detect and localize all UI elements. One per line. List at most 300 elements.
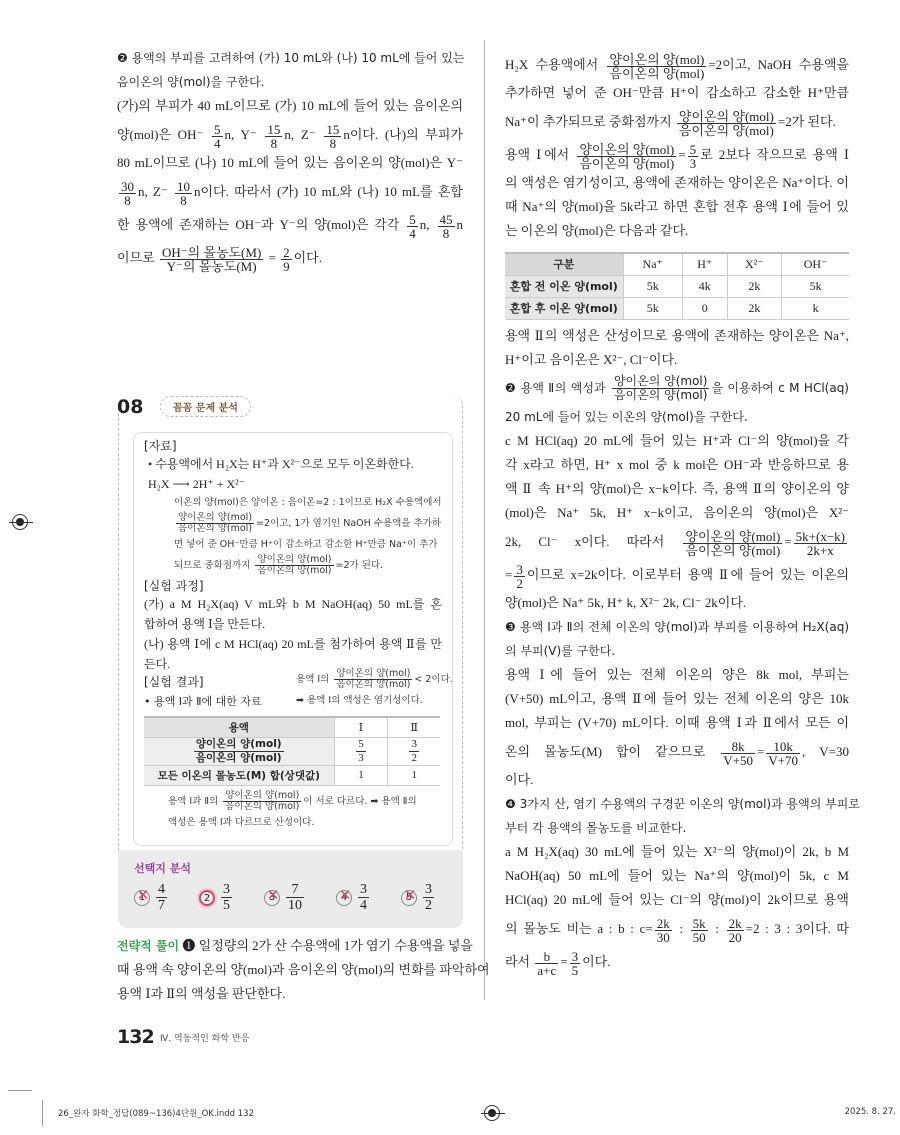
- table-cell: 혼합 후 이온 양(mol): [505, 297, 623, 319]
- denominator: 3: [358, 751, 364, 764]
- text-segment: H⁺이고 음이온은 X²⁻, Cl⁻이다.: [505, 352, 678, 367]
- text-line: [117, 958, 490, 982]
- numerator: 7: [286, 882, 304, 898]
- crop-mark: [42, 1100, 43, 1126]
- text-line: [505, 816, 849, 840]
- denominator: 50: [692, 929, 706, 945]
- table-row: [144, 765, 440, 785]
- text-segment: 는 이온의 양(mol)은 다음과 같다.: [505, 223, 689, 238]
- text-segment: (가)의 부피가 40 mL이므로 (가) 10 mL에 들어 있는 음이온의: [117, 98, 463, 113]
- fraction: [691, 917, 708, 944]
- text-segment: 의 몰농도 비는 a : b : c=: [505, 921, 653, 936]
- denominator: 9: [283, 258, 290, 274]
- denominator: 2: [516, 575, 523, 591]
- denominator: 2: [425, 898, 432, 913]
- text-line: [117, 241, 463, 274]
- fraction: [281, 246, 292, 273]
- text-segment: 때 Na⁺의 양(mol)을 5k라고 하면 혼합 전후 용액 Ⅰ에 들어 있: [505, 199, 849, 214]
- text-line: [505, 195, 849, 219]
- text-line: [505, 429, 849, 453]
- fraction: [119, 180, 136, 207]
- denominator: 7: [158, 898, 165, 913]
- text-line: [505, 48, 849, 81]
- text-line: [505, 372, 849, 405]
- numerator: 15: [326, 121, 340, 137]
- text-segment: < 2이다.: [414, 674, 453, 685]
- text-segment: =: [505, 567, 513, 582]
- text-line: [505, 138, 849, 171]
- text-segment: 용액 Ⅰ과 Ⅱ의: [168, 795, 222, 807]
- text-segment: a M H₂X(aq) 30 mL에 들어 있는 X²⁻의 양(mol)이 2k, b M: [505, 844, 849, 859]
- data-note: [144, 494, 442, 578]
- text-segment: 온의 몰농도(M) 합이 같으므로: [505, 744, 720, 759]
- text-line: [117, 208, 463, 241]
- denominator: 8: [442, 225, 450, 241]
- fraction: [409, 738, 419, 765]
- text-segment: mol, 부피는 (V+70) mL이다. 이때 용액 Ⅰ과 Ⅱ에서 모든 이: [505, 715, 849, 730]
- numerator: 5: [689, 141, 697, 157]
- fraction: [794, 530, 847, 557]
- wrong-mark-icon: 4 ✕: [336, 890, 352, 906]
- text-segment: :: [673, 921, 689, 936]
- text-line: [148, 454, 442, 474]
- registration-mark-icon: [12, 514, 28, 530]
- data-label: [자료]: [144, 439, 177, 453]
- fraction: [655, 917, 672, 944]
- text-segment: (mol)은 Na⁺ 5k, H⁺ x−k이고, 음이온의 양(mol)은 X²⁻: [505, 505, 849, 520]
- column-divider: [484, 40, 485, 1000]
- strategy-label: 전략적 풀이: [117, 939, 180, 953]
- text-line: [117, 175, 463, 208]
- left-explanation: [117, 46, 463, 274]
- fraction: [255, 555, 333, 576]
- text-segment: 용액 Ⅰ의: [296, 674, 333, 685]
- denominator: 8: [180, 192, 187, 208]
- denominator: 5: [223, 898, 230, 913]
- numerator: 양이온의 양(mol): [609, 51, 705, 67]
- table-cell: 5k: [623, 297, 682, 319]
- denominator: 음이온의 양(mol): [257, 565, 332, 576]
- text-segment: =: [265, 250, 280, 265]
- text-line: [505, 615, 849, 639]
- problem-content: [133, 432, 453, 846]
- text-segment: =2이고, NaOH 수용액을: [708, 57, 849, 72]
- choice-analysis: [118, 850, 463, 928]
- text-line: [174, 494, 442, 512]
- text-segment: 각 x라고 하면, H⁺ x mol 중 k mol은 OH⁻과 반응하므로 용: [505, 457, 849, 472]
- text-segment: • 수용액에서 H₂X는 H⁺과 X²⁻으로 모두 이온화한다.: [148, 457, 414, 471]
- text-segment: ❸ 용액 Ⅰ과 Ⅱ의 전체 이온의 양(mol)과 부피를 이용하여 H₂X(aq): [505, 620, 849, 634]
- analysis-tag: 꼼꼼 문제 분석: [160, 396, 251, 417]
- table-row: [505, 253, 849, 275]
- numerator: 양이온의 양(mol): [178, 512, 253, 523]
- denominator: 8: [329, 135, 337, 151]
- fraction: [407, 213, 418, 240]
- denominator: 음이온의 양(mol): [678, 122, 774, 138]
- text-segment: (가) a M H₂X(aq) V mL와 b M NaOH(aq) 50 mL를 혼: [144, 597, 442, 611]
- text-line: [505, 663, 849, 687]
- wrong-mark-icon: 1 ✕: [134, 890, 150, 906]
- fraction: [265, 123, 282, 150]
- table-row: [144, 737, 440, 765]
- text-line: [505, 912, 849, 945]
- text-segment: c M HCl(aq) 20 mL에 들어 있는 H⁺과 Cl⁻의 양(mol)을 각: [505, 433, 849, 448]
- page-number: 132: [117, 1026, 154, 1048]
- numerator: 양이온의 양(mol): [225, 789, 300, 801]
- numerator: 30: [121, 178, 134, 194]
- numerator: 8k: [721, 740, 755, 754]
- text-line: [505, 171, 849, 195]
- table-cell: 2k: [727, 297, 782, 319]
- text-segment: 이므로: [117, 250, 158, 265]
- text-line: [117, 46, 463, 70]
- table-header: OH⁻: [782, 253, 849, 275]
- table-row: [505, 275, 849, 297]
- text-segment: n이다. (나)의 부피가: [343, 127, 463, 142]
- text-line: [505, 888, 849, 912]
- chapter-title: Ⅳ. 역동적인 화학 반응: [160, 1034, 250, 1044]
- text-line: [505, 105, 849, 138]
- choice-options: [134, 882, 447, 913]
- text-line: [505, 840, 849, 864]
- text-segment: n,: [419, 217, 436, 232]
- text-segment: ❷ 용액의 부피를 고려하여 (가) 10 mL와 (나) 10 mL에 들어 있는: [117, 51, 465, 65]
- strategy-solution: [117, 934, 490, 1006]
- denominator: V+50: [723, 752, 753, 768]
- denominator: 음이온의 양(mol): [225, 800, 300, 812]
- text-segment: 면 넣어 준 OH⁻만큼 H⁺이 감소하고 감소한 H⁺만큼 Na⁺이 추가: [174, 539, 438, 550]
- text-segment: ➡ 용액 Ⅰ의 액성은 염기성이다.: [296, 695, 423, 706]
- text-segment: 이다.: [293, 250, 322, 265]
- text-segment: 80 mL이므로 (나) 10 mL에 들어 있는 음이온의 양(mol)은 Y⁻: [117, 155, 463, 170]
- denominator: 30: [656, 929, 670, 945]
- text-segment: n, Y⁻: [224, 127, 264, 142]
- numerator: 양이온의 양(mol): [336, 668, 411, 679]
- text-segment: ❶ 일정량의 2가 산 수용액에 1가 염기 수용액을 넣을: [179, 938, 473, 953]
- numerator: 5: [358, 737, 364, 750]
- text-line: [174, 512, 442, 536]
- text-line: [505, 711, 849, 735]
- text-segment: NaOH(aq) 50 mL에 들어 있는 Na⁺의 양(mol)이 5k, c M: [505, 868, 849, 883]
- fraction: [286, 882, 304, 913]
- denominator: 10: [288, 898, 302, 913]
- numerator: 3: [516, 561, 523, 577]
- text-segment: 한 용액에 존재하는 OH⁻과 Y⁻의 양(mol)은 각각: [117, 217, 406, 232]
- fraction: [721, 740, 755, 767]
- text-segment: H₂X ⟶ 2H⁺ + X²⁻: [148, 477, 246, 491]
- text-line: [505, 501, 849, 525]
- text-line: [505, 81, 849, 105]
- text-segment: 용액 Ⅰ에 들어 있는 전체 이온의 양은 8k mol, 부피는: [505, 667, 849, 682]
- text-segment: =: [678, 147, 686, 162]
- text-line: [505, 477, 849, 501]
- numerator: 양이온의 양(mol): [678, 108, 774, 124]
- table-row: [505, 297, 849, 319]
- result-note: [296, 668, 453, 710]
- fraction: [438, 213, 455, 240]
- result-table: [144, 716, 440, 786]
- choice-title: 선택지 분석: [134, 862, 191, 875]
- wrong-mark-icon: 3 ✕: [264, 890, 280, 906]
- numerator: 양이온의 양(mol): [579, 141, 675, 157]
- text-segment: 합하여 용액 Ⅰ을 만든다.: [144, 617, 266, 631]
- fraction: [683, 530, 782, 557]
- text-segment: Na⁺이 추가되므로 중화점까지: [505, 114, 675, 129]
- fraction: [766, 740, 800, 767]
- table-cell: 혼합 전 이온 양(mol): [505, 275, 623, 297]
- text-segment: =: [784, 534, 792, 549]
- fraction: [194, 738, 284, 765]
- process-label: [실험 과정]: [144, 579, 204, 593]
- table-cell: 0: [682, 297, 727, 319]
- file-slug: 26_완자 화학_정답(089~136)4단원_OK.indd 132: [58, 1109, 254, 1119]
- numerator: 4: [158, 882, 165, 897]
- text-segment: 든다.: [144, 657, 171, 671]
- text-segment: 액성은 용액 Ⅰ과 다르므로 산성이다.: [168, 816, 315, 828]
- fraction: [612, 375, 710, 402]
- fraction: [324, 123, 341, 150]
- denominator: 3: [689, 155, 697, 171]
- text-segment: 의 부피(V)를 구한다.: [505, 644, 616, 658]
- text-line: [505, 219, 849, 243]
- text-line: [117, 151, 463, 175]
- fraction: [156, 882, 167, 913]
- wrong-mark-icon: 5 ✕: [401, 890, 417, 906]
- table-note: [144, 790, 442, 832]
- text-line: [505, 792, 860, 816]
- numerator: b: [535, 950, 558, 964]
- numerator: OH⁻의 몰농도(M): [161, 244, 262, 260]
- text-line: [117, 70, 463, 94]
- denominator: 4: [409, 225, 416, 241]
- text-line: [168, 814, 442, 832]
- denominator: 2k+x: [806, 542, 834, 558]
- denominator: a+c: [537, 962, 557, 978]
- text-segment: ❷ 용액 Ⅱ의 액성과: [505, 381, 610, 395]
- text-line: [117, 118, 463, 151]
- text-line: [117, 934, 473, 958]
- denominator: 5: [571, 962, 579, 978]
- text-line: [148, 474, 442, 494]
- fraction: [221, 882, 232, 913]
- text-segment: (나) 용액 Ⅰ에 c M HCl(aq) 20 mL를 첨가하여 용액 Ⅱ를 만: [144, 637, 442, 651]
- text-line: [144, 614, 442, 634]
- text-line: [505, 558, 849, 591]
- denominator: 2: [411, 751, 417, 764]
- text-segment: 액 Ⅱ 속 H⁺의 양(mol)은 x−k이다. 즉, 용액 Ⅱ의 양이온의 양: [505, 481, 849, 496]
- text-line: [505, 348, 849, 372]
- text-segment: 이므로 x=2k이다. 이로부터 용액 Ⅱ에 들어 있는 이온의: [526, 567, 849, 582]
- correct-mark-icon: 2: [199, 890, 215, 906]
- text-segment: ❹ 3가지 산, 염기 수용액의 구경꾼 이온의 양(mol)과 용액의 부피로: [505, 797, 860, 811]
- fraction: [514, 563, 525, 590]
- choice-option: [134, 882, 169, 913]
- text-segment: 이다.: [582, 954, 611, 969]
- text-segment: 양(mol)은 Na⁺ 5k, H⁺ k, X²⁻ 2k, Cl⁻ 2k이다.: [505, 595, 747, 610]
- choice-option: [401, 882, 436, 913]
- denominator: Y⁻의 몰농도(M): [166, 258, 257, 274]
- table-row: [144, 717, 440, 737]
- text-line: [505, 525, 849, 558]
- numerator: 5: [214, 121, 221, 137]
- problem-number: 08: [117, 396, 144, 418]
- choice-option: [264, 882, 306, 913]
- registration-mark-icon: [484, 1105, 500, 1121]
- denominator: 음이온의 양(mol): [685, 542, 781, 558]
- denominator: 음이온의 양(mol): [613, 388, 708, 402]
- ion-amount-table: [505, 252, 849, 320]
- text-segment: (V+50) mL이고, 용액 Ⅱ에 들어 있는 전체 이온의 양은 10k: [505, 691, 849, 706]
- numerator: 3: [360, 882, 367, 897]
- fraction: [577, 143, 676, 170]
- denominator: 음이온의 양(mol): [178, 523, 253, 534]
- numerator: 3: [411, 737, 417, 750]
- text-segment: 부터 각 용액의 몰농도를 비교한다.: [505, 821, 687, 835]
- text-line: [296, 668, 453, 692]
- numerator: 양이온의 양(mol): [195, 737, 282, 750]
- denominator: 음이온의 양(mol): [609, 65, 705, 81]
- denominator: 4: [360, 898, 367, 913]
- text-segment: 이 서로 다르다. ➡ 용액 Ⅱ의: [303, 795, 417, 807]
- text-segment: n: [456, 217, 464, 232]
- process-lines: [144, 594, 442, 674]
- text-segment: n, Z⁻: [138, 184, 173, 199]
- text-segment: =: [560, 954, 568, 969]
- numerator: 5: [409, 211, 416, 227]
- ratio-value: [334, 737, 388, 765]
- ratio-label: [144, 737, 334, 765]
- ratio-value: [388, 737, 440, 765]
- numerator: 양이온의 양(mol): [685, 528, 781, 544]
- denominator: 8: [270, 135, 278, 151]
- text-line: [144, 634, 442, 654]
- text-line: [117, 982, 463, 1006]
- print-date: 2025. 8. 27.: [844, 1107, 896, 1117]
- denominator: 20: [728, 929, 742, 945]
- text-segment: 의 액성은 염기성이고, 용액에 존재하는 양이온은 Na⁺이다. 이: [505, 175, 849, 190]
- text-line: [505, 453, 849, 477]
- text-line: [168, 790, 442, 814]
- text-segment: H₂X 수용액에서: [505, 57, 606, 72]
- text-line: [505, 768, 849, 792]
- table-header: H⁺: [682, 253, 727, 275]
- text-segment: n이다. 따라서 (가) 10 mL와 (나) 10 mL를 혼합: [193, 184, 463, 199]
- text-segment: 때 용액 속 양이온의 양(mol)과 음이온의 양(mol)의 변화를 파악하여: [117, 962, 490, 977]
- text-line: [505, 735, 849, 768]
- text-segment: 용액 Ⅰ과 Ⅱ의 액성을 판단한다.: [117, 986, 286, 1001]
- numerator: 10k: [766, 740, 800, 754]
- table-header: 용액: [144, 717, 334, 737]
- fraction: [607, 53, 706, 80]
- text-segment: 이온의 양(mol)은 양이온 : 음이온=2 : 1이므로 H₂X 수용액에서: [174, 497, 442, 508]
- numerator: 3: [425, 882, 432, 897]
- text-segment: 이다.: [505, 772, 534, 787]
- fraction: [688, 143, 699, 170]
- text-segment: =2이고, 1가 염기인 NaOH 수용액을 추가하: [256, 518, 442, 529]
- fraction: [334, 669, 412, 690]
- denominator: 음이온의 양(mol): [336, 679, 411, 690]
- text-segment: 추가하면 넣어 준 OH⁻만큼 H⁺이 감소하고 감소한 H⁺만큼: [505, 85, 849, 100]
- denominator: 음이온의 양(mol): [579, 155, 675, 171]
- numerator: 5k+(x−k): [795, 528, 845, 544]
- sum-label: 모든 이온의 몰농도(M) 합(상댓값): [144, 765, 334, 785]
- text-segment: 음이온의 양(mol)을 구한다.: [117, 75, 265, 89]
- text-line: [505, 405, 849, 429]
- fraction: [356, 738, 366, 765]
- sum-value: 1: [334, 765, 388, 785]
- right-explanation-2: [505, 324, 860, 978]
- text-line: [505, 639, 849, 663]
- text-line: [296, 692, 446, 710]
- numerator: 양이온의 양(mol): [257, 554, 332, 565]
- fraction: [570, 950, 581, 977]
- text-segment: 2k, Cl⁻ x이다. 따라서: [505, 534, 682, 549]
- text-segment: 용액 Ⅰ에서: [505, 147, 576, 162]
- text-segment: 을 이용하여 c M HCl(aq): [711, 381, 849, 395]
- fraction: [358, 882, 369, 913]
- text-segment: :: [709, 921, 725, 936]
- numerator: 2: [283, 244, 290, 260]
- text-segment: 20 mL에 들어 있는 이온의 양(mol)을 구한다.: [505, 410, 748, 424]
- numerator: 5k: [692, 915, 706, 931]
- text-line: [174, 536, 442, 554]
- fraction: [423, 882, 434, 913]
- table-cell: 5k: [623, 275, 682, 297]
- text-line: [505, 945, 849, 978]
- table-header: Ⅰ: [334, 717, 388, 737]
- table-header: X²⁻: [727, 253, 782, 275]
- text-segment: , V=30: [802, 744, 849, 759]
- fraction: [175, 180, 192, 207]
- text-segment: =2 : 3 : 3이다. 따: [745, 921, 849, 936]
- numerator: 2k: [728, 915, 742, 931]
- text-segment: =2가 된다.: [777, 114, 836, 129]
- right-explanation-1: [505, 48, 849, 243]
- text-line: [144, 594, 442, 614]
- text-line: [505, 324, 849, 348]
- table-cell: k: [782, 297, 849, 319]
- denominator: V+70: [768, 752, 799, 768]
- choice-option: [336, 882, 371, 913]
- fraction: [535, 950, 558, 977]
- text-segment: 되므로 중화점까지: [174, 560, 254, 571]
- text-line: [505, 864, 849, 888]
- denominator: 4: [214, 135, 221, 151]
- text-segment: 양(mol)은 OH⁻: [117, 127, 210, 142]
- data-lines: [144, 454, 442, 494]
- text-segment: HCl(aq) 20 mL에 들어 있는 Cl⁻의 양(mol)이 2k이므로 용액: [505, 892, 849, 907]
- fraction: [176, 513, 254, 534]
- table-cell: 5k: [782, 275, 849, 297]
- text-segment: n, Z⁻: [284, 127, 323, 142]
- text-segment: =2가 된다.: [335, 560, 384, 571]
- fraction: [223, 791, 301, 812]
- text-segment: 용액 Ⅱ의 액성은 산성이므로 용액에 존재하는 양이온은 Na⁺,: [505, 328, 849, 343]
- numerator: 양이온의 양(mol): [613, 374, 708, 388]
- numerator: 3: [223, 882, 230, 897]
- text-line: [505, 687, 849, 711]
- numerator: 15: [267, 121, 281, 137]
- fraction: [677, 110, 776, 137]
- crop-mark: [8, 1090, 32, 1091]
- table-cell: 2k: [727, 275, 782, 297]
- text-segment: 라서: [505, 954, 534, 969]
- text-segment: 로 2보다 작으므로 용액 Ⅰ: [700, 147, 849, 162]
- table-header: Na⁺: [623, 253, 682, 275]
- text-line: [174, 554, 442, 578]
- text-line: [505, 591, 849, 615]
- fraction: [727, 917, 744, 944]
